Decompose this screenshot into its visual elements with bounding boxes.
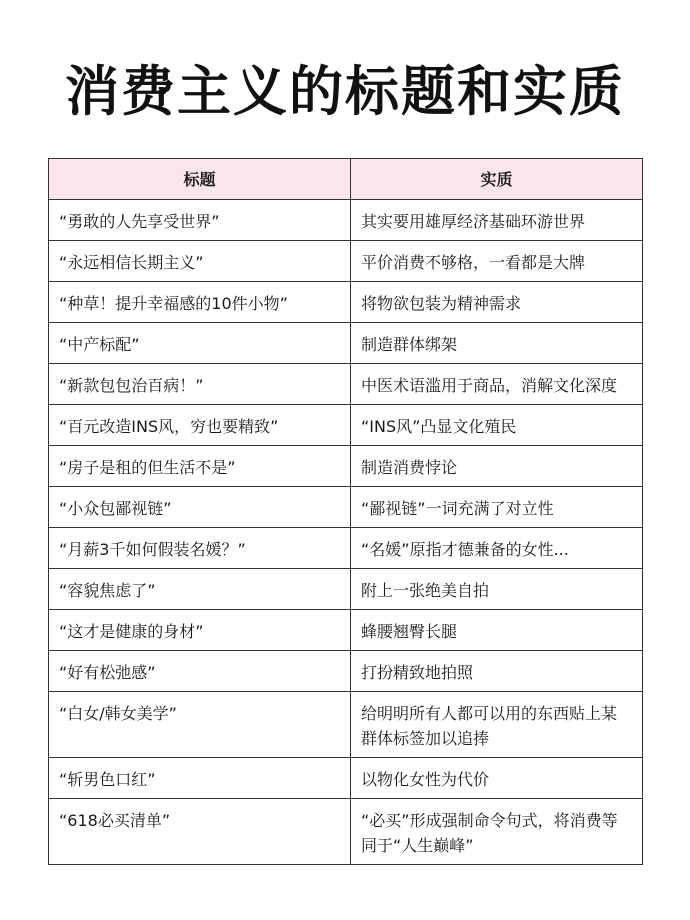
table-row (49, 569, 643, 610)
table-row (49, 323, 643, 364)
cell-title: “永远相信长期主义” (49, 241, 351, 282)
cell-essence: 打扮精致地拍照 (351, 651, 643, 692)
cell-title: “月薪3千如何假装名媛？” (49, 528, 351, 569)
table-row (49, 405, 643, 446)
cell-essence: 给明明所有人都可以用的东西贴上某群体标签加以追捧 (351, 692, 643, 758)
cell-title: “百元改造INS风，穷也要精致” (49, 405, 351, 446)
table-row (49, 241, 643, 282)
cell-essence: 其实要用雄厚经济基础环游世界 (351, 200, 643, 241)
comparison-table (48, 158, 642, 865)
cell-title: “新款包包治百病！” (49, 364, 351, 405)
cell-title: “勇敢的人先享受世界” (49, 200, 351, 241)
cell-essence: 附上一张绝美自拍 (351, 569, 643, 610)
cell-essence: 平价消费不够格，一看都是大牌 (351, 241, 643, 282)
cell-essence: 制造消费悖论 (351, 446, 643, 487)
table-row (49, 692, 643, 758)
table-row (49, 364, 643, 405)
page-title: 消费主义的标题和实质 (65, 60, 625, 123)
table-row (49, 446, 643, 487)
cell-essence: 将物欲包装为精神需求 (351, 282, 643, 323)
header-essence: 实质 (351, 159, 643, 200)
table-row (49, 758, 643, 799)
cell-title: “618必买清单” (49, 799, 351, 865)
cell-essence: “INS风”凸显文化殖民 (351, 405, 643, 446)
table-row (49, 610, 643, 651)
cell-title: “好有松弛感” (49, 651, 351, 692)
table-row (49, 487, 643, 528)
cell-essence: “必买”形成强制命令句式，将消费等同于“人生巅峰” (351, 799, 643, 865)
table-row (49, 528, 643, 569)
cell-title: “中产标配” (49, 323, 351, 364)
cell-essence: 制造群体绑架 (351, 323, 643, 364)
table-row (49, 799, 643, 865)
cell-essence: 以物化女性为代价 (351, 758, 643, 799)
cell-title: “白女/韩女美学” (49, 692, 351, 758)
cell-title: “房子是租的但生活不是” (49, 446, 351, 487)
table-row (49, 200, 643, 241)
table-header-row (49, 159, 643, 200)
cell-title: “这才是健康的身材” (49, 610, 351, 651)
cell-essence: “鄙视链”一词充满了对立性 (351, 487, 643, 528)
table-row (49, 282, 643, 323)
cell-essence: 中医术语滥用于商品，消解文化深度 (351, 364, 643, 405)
cell-title: “小众包鄙视链” (49, 487, 351, 528)
cell-title: “种草！提升幸福感的10件小物” (49, 282, 351, 323)
table-row (49, 651, 643, 692)
cell-essence: 蜂腰翘臀长腿 (351, 610, 643, 651)
cell-title: “容貌焦虑了” (49, 569, 351, 610)
cell-essence: “名媛”原指才德兼备的女性... (351, 528, 643, 569)
header-title: 标题 (49, 159, 351, 200)
cell-title: “斩男色口红” (49, 758, 351, 799)
